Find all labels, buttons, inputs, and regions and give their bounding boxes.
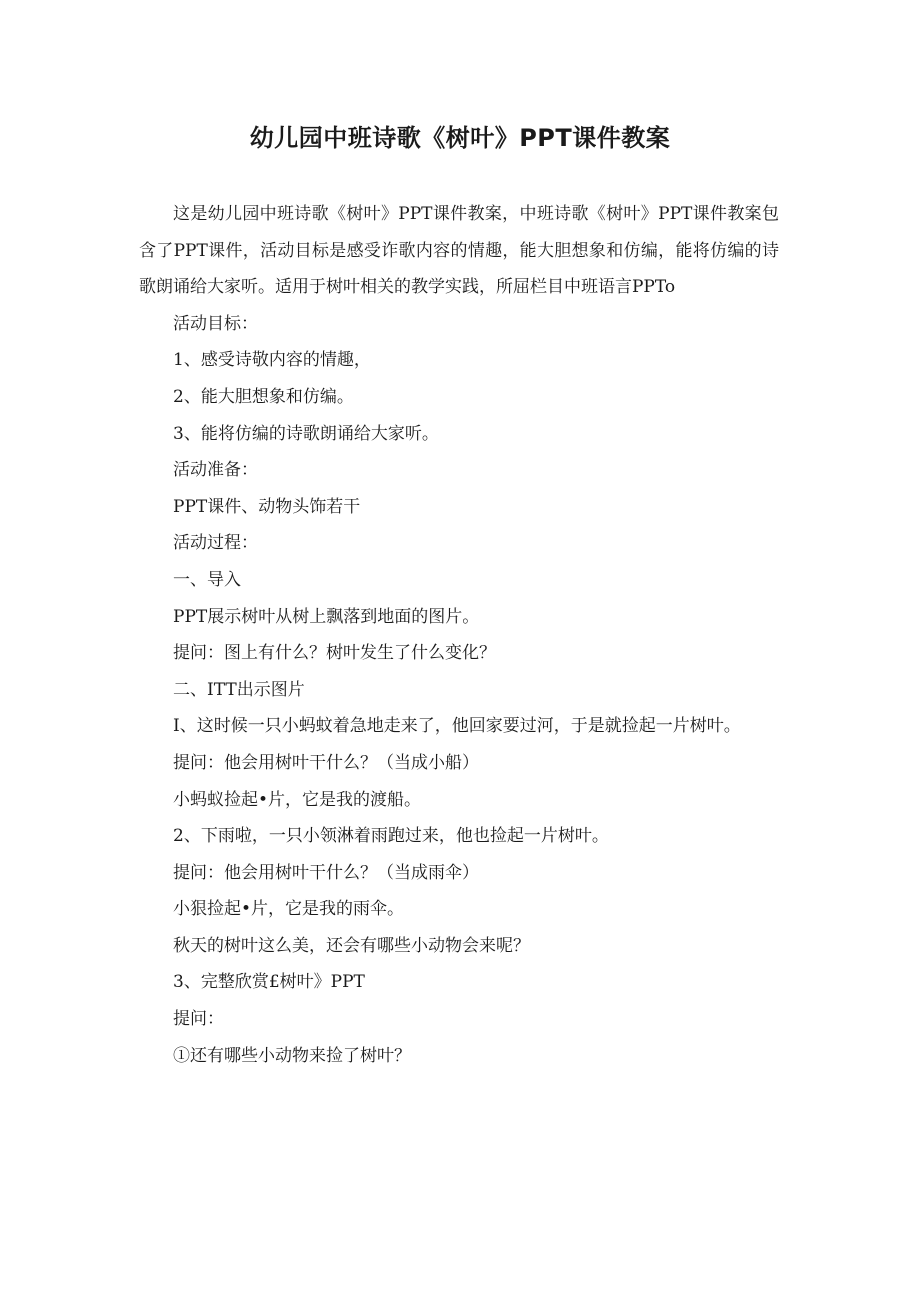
objective-item: 1、感受诗敬内容的情趣，	[173, 350, 371, 371]
section-heading-objectives: 活动目标：	[173, 313, 258, 334]
question-text: 提问：他会用树叶干什么？（当成小船）	[173, 752, 479, 773]
question-text: 提问：他会用树叶干什么？（当成雨伞）	[173, 862, 479, 883]
question-text: 提问：图上有什么？树叶发生了什么变化？	[173, 643, 496, 664]
process-step-heading: 二、ITT出示图片	[173, 679, 305, 700]
document-body	[139, 196, 779, 1074]
process-step-heading: 3、完整欣赏£树叶》PPT	[173, 972, 365, 993]
process-text: 秋天的树叶这么美，还会有哪些小动物会来呢？	[173, 935, 530, 956]
document-title: 幼儿园中班诗歌《树叶》PPT课件教案	[249, 124, 671, 152]
objective-item: 3、能将仿编的诗歌朗诵给大家听。	[173, 423, 439, 444]
question-label: 提问：	[173, 1009, 224, 1030]
section-heading-process: 活动过程：	[173, 533, 258, 554]
process-text: I、这时候一只小蚂蚊着急地走来了，他回家要过河，于是就捡起一片树叶。	[173, 716, 741, 737]
process-text: 小蚂蚁捡起•片，它是我的渡船。	[173, 789, 422, 810]
process-text: 小狠捡起•片，它是我的雨伞。	[173, 899, 405, 920]
section-heading-preparation: 活动准备：	[173, 460, 258, 481]
process-text: PPT展示树叶从树上飘落到地面的图片。	[173, 606, 480, 627]
process-text: 2、下雨啦，一只小领淋着雨跑过来，他也捡起一片树叶。	[173, 826, 609, 847]
process-step-heading: 一、导入	[173, 569, 241, 590]
preparation-text: PPT课件、动物头饰若干	[173, 496, 361, 517]
objective-item: 2、能大胆想象和仿编。	[173, 386, 354, 407]
question-text: ①还有哪些小动物来捡了树叶？	[173, 1045, 411, 1066]
intro-paragraph: 这是幼儿园中班诗歌《树叶》PPT课件教案，中班诗歌《树叶》PPT课件教案包含了PPT课件，活动目标是感受诈歌内容的情趣，能大胆想象和仿编，能将仿编的诗歌朗诵给大家听。适用于树叶相关的教学实践，所屈栏目中班语言PPTo	[139, 204, 779, 298]
